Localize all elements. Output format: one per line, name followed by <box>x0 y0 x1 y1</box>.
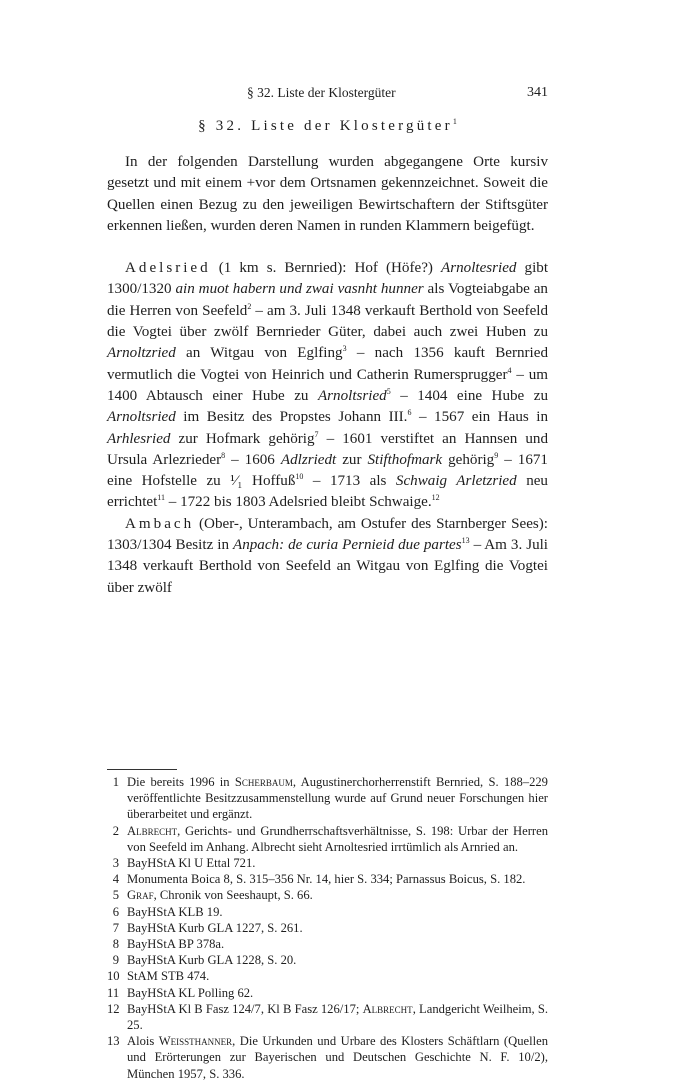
footnote-ref: 6 <box>407 408 412 418</box>
footnote-text: BayHStA KLB 19. <box>127 904 223 919</box>
footnote-author: Scherbaum <box>234 775 293 789</box>
footnote-text: Alois <box>127 1034 155 1049</box>
footnote-ref: 12 <box>431 493 440 503</box>
footnote-author: Albrecht <box>127 823 178 838</box>
entry-text: zur <box>342 451 362 468</box>
footnote <box>107 855 548 871</box>
footnote-text: Die bereits 1996 in <box>127 775 230 789</box>
footnote-number: 5 <box>112 888 119 903</box>
footnote-author: Weissthanner <box>158 1034 233 1049</box>
footnote-ref: 2 <box>247 301 252 311</box>
footnote-ref: 8 <box>221 450 226 460</box>
footnote-ref: 1 <box>452 117 457 126</box>
footnote-number: 1 <box>112 775 119 789</box>
footnotes <box>107 774 548 1082</box>
footnote <box>107 904 548 920</box>
entry-italic: Arhlesried <box>107 430 171 447</box>
footnote-text: StAM STB 474. <box>127 969 210 984</box>
entry-italic: Anpach: de curia Pernieid due partes <box>232 537 462 554</box>
footnote-text: BayHStA Kurb GLA 1228, S. 20. <box>127 953 297 968</box>
footnote-number: 2 <box>112 823 119 838</box>
footnote-text: , Landgericht Weilheim, S. 25. <box>127 1001 548 1033</box>
footnote-ref: 13 <box>461 536 470 546</box>
footnote <box>107 985 548 1001</box>
footnote <box>107 1001 548 1033</box>
entry-italic: Stifthofmark <box>367 451 443 468</box>
footnote <box>107 952 548 968</box>
footnote-number: 11 <box>107 985 120 1000</box>
entry-text: – Am 3. Juli 1348 verkauft Berthold von Seefeld an Witgau von Eglfing die Vogtei über zwölf <box>107 537 549 596</box>
footnote-text: , Die Urkunden und Urbare des Klosters Schäftlarn (Quellen und Erörterungen zur Bayerischen und Deutschen Geschichte N. F. 10/2), München 1957, S. 336. <box>127 1034 548 1081</box>
footnote-ref: 4 <box>507 365 512 375</box>
entry-text: gehörig <box>448 451 495 468</box>
footnote-text: BayHStA Kl U Ettal 721. <box>127 856 256 871</box>
footnote-number: 13 <box>107 1034 120 1049</box>
entry-text: (1 km s. Bernried): Hof (Höfe?) <box>218 260 433 277</box>
entry-text: zur Hofmark gehörig <box>178 430 315 447</box>
footnote <box>107 823 548 855</box>
entry-ambach <box>107 514 548 599</box>
footnote-author: Albrecht <box>362 1001 413 1016</box>
footnote-ref: 9 <box>494 450 499 460</box>
section-title <box>107 118 548 135</box>
entry-text: – um 1400 Abtausch einer Hube zu <box>107 366 548 404</box>
footnote-text: BayHStA KL Polling 62. <box>127 985 254 1000</box>
place-name: Ambach <box>125 515 195 532</box>
footnote <box>107 920 548 936</box>
section-title-text: § 32. Liste der Klostergüter <box>198 118 453 134</box>
entry-text: neu errichtet <box>107 473 548 511</box>
entry-text: – nach 1356 kauft Bernried vermutlich die Vogtei von Heinrich und Catherin Rumersprugger <box>107 345 548 383</box>
footnote-rule <box>107 769 177 770</box>
footnote <box>107 968 548 984</box>
footnote-number: 3 <box>112 856 119 871</box>
footnote-number: 7 <box>112 920 119 935</box>
footnote-text: , Augustinerchorherrenstift Bernried, S. 188–229 veröffentlichte Besitzzusammenstellung wurde auf Grund neuer Forschungen hier überarbeitet und ergänzt. <box>127 775 548 822</box>
entry-italic: Schwaig Arletzried <box>395 473 517 490</box>
entry-text: – 1606 <box>231 451 275 468</box>
footnote-number: 12 <box>107 1001 120 1016</box>
footnote-ref: 3 <box>342 344 347 354</box>
entry-text: – 1404 eine Hube zu <box>400 387 548 404</box>
footnote-text: BayHStA Kurb GLA 1227, S. 261. <box>127 920 303 935</box>
entry-text: – am 3. Juli 1348 verkauft Berthold von Seefeld die Vogtei über zwölf Bernrieder Güter, dabei auch zwei Huben zu <box>107 302 549 341</box>
footnote-ref: 10 <box>295 472 304 482</box>
entry-text: – 1671 eine Hofstelle zu ¹⁄₁ Hoffuß <box>107 451 548 490</box>
entry-italic: Arnoltsried <box>317 387 387 404</box>
entry-text: – 1713 als <box>312 473 387 490</box>
entry-text: an Witgau von Eglfing <box>186 345 343 362</box>
entry-adelsried <box>107 258 548 514</box>
footnote-number: 9 <box>112 953 119 968</box>
footnote-text: , Gerichts- und Grundherrschaftsverhältnisse, S. 198: Urbar der Herren von Seefeld im Anhang. Albrecht sieht Arnoltesried irrtümlich als Arnried an. <box>127 823 548 854</box>
footnote-number: 4 <box>112 872 119 887</box>
entry-italic: Arnoltsried <box>107 409 176 426</box>
entry-text: (Ober-, Unterambach, am Ostufer des Starnberger Sees): 1303/1304 Besitz in <box>107 515 548 554</box>
footnote-ref: 5 <box>386 386 391 396</box>
entry-text: gibt 1300/1320 <box>107 260 549 298</box>
footnote-number: 8 <box>112 937 119 952</box>
footnote-number: 10 <box>107 969 120 984</box>
footnote <box>107 887 548 903</box>
footnote-number: 6 <box>112 904 119 919</box>
entry-italic: Arnoltzried <box>107 345 176 362</box>
entry-text: als Vogteiabgabe an die Herren von Seefeld <box>107 281 548 319</box>
footnote <box>107 774 548 823</box>
footnote-author: Graf <box>127 888 154 903</box>
entry-text: – 1601 verstiftet an Hannsen und Ursula Arlezrieder <box>107 430 549 468</box>
footnote-ref: 11 <box>157 493 165 503</box>
footnote <box>107 936 548 952</box>
entry-italic: Arnoltesried <box>441 260 517 277</box>
footnote-text: , Chronik von Seeshaupt, S. 66. <box>153 888 313 903</box>
footnote-text: BayHStA Kl B Fasz 124/7, Kl B Fasz 126/17; <box>127 1001 360 1016</box>
entry-text: im Besitz des Propstes Johann III. <box>183 409 408 426</box>
body-text <box>107 152 548 599</box>
entry-italic: Adlzriedt <box>280 451 337 468</box>
footnote-ref: 7 <box>314 429 319 439</box>
entry-text: – 1567 ein Haus in <box>418 409 549 426</box>
place-name: Adelsried <box>125 260 211 277</box>
intro-paragraph: In der folgenden Darstellung wurden abgegangene Orte kursiv gesetzt und mit einem +vor dem Ortsnamen gekennzeichnet. Soweit die Quellen einen Bezug zu den jeweiligen Bewirtschaftern der Stiftsgüter erkennen ließen, wurden deren Namen in runden Klammern beigefügt. <box>107 154 548 234</box>
footnote-text: BayHStA BP 378a. <box>127 937 225 952</box>
entry-italic: ain muot habern und zwai vasnht hunner <box>175 281 424 298</box>
footnote <box>107 1033 548 1082</box>
footnote-text: Monumenta Boica 8, S. 315–356 Nr. 14, hier S. 334; Parnassus Boicus, S. 182. <box>127 872 526 887</box>
running-title: § 32. Liste der Klostergüter <box>247 85 396 100</box>
footnote <box>107 871 548 887</box>
page-number: 341 <box>527 85 548 100</box>
entry-text: – 1722 bis 1803 Adelsried bleibt Schwaige. <box>168 494 432 511</box>
